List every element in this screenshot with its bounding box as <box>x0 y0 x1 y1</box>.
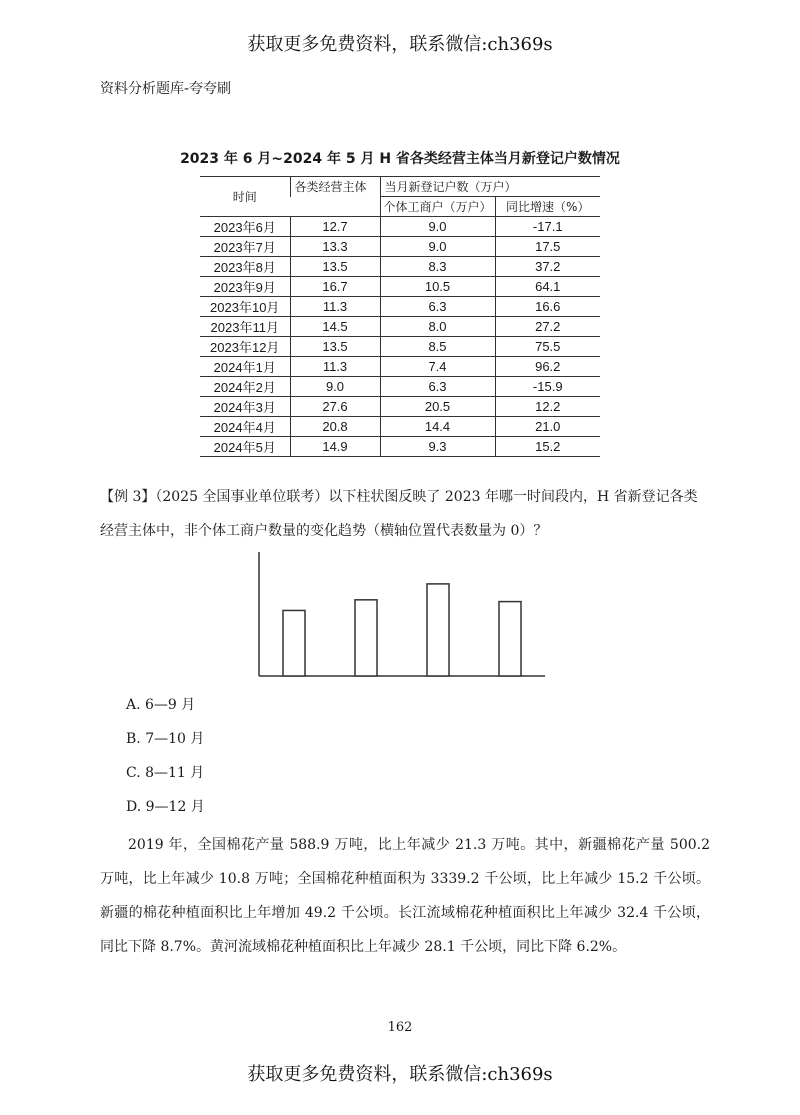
cell-time: 2024年1月 <box>200 357 290 377</box>
cell-all: 14.9 <box>290 437 380 457</box>
cell-growth: 27.2 <box>495 317 600 337</box>
cell-growth: 16.6 <box>495 297 600 317</box>
cell-time: 2023年6月 <box>200 217 290 237</box>
cell-time: 2024年2月 <box>200 377 290 397</box>
data-table <box>200 176 600 457</box>
cell-growth: 96.2 <box>495 357 600 377</box>
cell-growth: 12.2 <box>495 397 600 417</box>
cell-individual: 6.3 <box>380 297 495 317</box>
cell-all: 13.5 <box>290 257 380 277</box>
option-c[interactable]: C. 8—11 月 <box>126 765 205 781</box>
table-row <box>200 277 600 297</box>
header-all: 各类经营主体 <box>290 177 380 197</box>
cell-all: 12.7 <box>290 217 380 237</box>
table-body <box>200 217 600 457</box>
cell-time: 2023年7月 <box>200 237 290 257</box>
table-row <box>200 317 600 337</box>
cell-all: 14.5 <box>290 317 380 337</box>
cell-individual: 9.0 <box>380 237 495 257</box>
cell-growth: -15.9 <box>495 377 600 397</box>
cell-growth: 64.1 <box>495 277 600 297</box>
cell-individual: 8.5 <box>380 337 495 357</box>
option-b[interactable]: B. 7—10 月 <box>126 731 205 747</box>
cell-growth: 37.2 <box>495 257 600 277</box>
cell-all: 11.3 <box>290 357 380 377</box>
header-growth: 同比增速（%） <box>495 197 600 217</box>
cell-growth: -17.1 <box>495 217 600 237</box>
cell-time: 2023年12月 <box>200 337 290 357</box>
cell-individual: 7.4 <box>380 357 495 377</box>
cell-individual: 20.5 <box>380 397 495 417</box>
chart-bar <box>355 600 377 676</box>
table-row <box>200 417 600 437</box>
question-text: 【例 3】（2025 全国事业单位联考）以下柱状图反映了 2023 年哪一时间段内，H 省新登记各类经营主体中，非个体工商户数量的变化趋势（横轴位置代表数量为 0）？ <box>100 489 698 539</box>
cell-all: 9.0 <box>290 377 380 397</box>
cell-individual: 8.3 <box>380 257 495 277</box>
chart-bar <box>499 602 521 676</box>
header-individual: 个体工商户（万户） <box>380 197 495 217</box>
cell-individual: 10.5 <box>380 277 495 297</box>
page-number: 162 <box>387 1020 413 1035</box>
cell-time: 2023年10月 <box>200 297 290 317</box>
table-row <box>200 397 600 417</box>
cell-growth: 17.5 <box>495 237 600 257</box>
cell-all: 11.3 <box>290 297 380 317</box>
top-banner: 获取更多免费资料，联系微信:ch369s <box>247 34 553 55</box>
table-row <box>200 337 600 357</box>
table-row <box>200 357 600 377</box>
cell-individual: 6.3 <box>380 377 495 397</box>
header-group: 当月新登记户数（万户） <box>380 177 600 197</box>
cell-all: 27.6 <box>290 397 380 417</box>
cell-time: 2024年5月 <box>200 437 290 457</box>
body-paragraph: 2019 年，全国棉花产量 588.9 万吨，比上年减少 21.3 万吨。其中，新疆棉花产量 500.2 万吨，比上年减少 10.8 万吨；全国棉花种植面积为 3339.2 千公顷，比上年减少 15.2 千公顷。新疆的棉花种植面积比上年增加 49.2 千公顷。长江流域棉花种植面积比上年减少 32.4 千公顷，同比下降 8.7%。黄河流域棉花种植面积比上年减少 28.1 千公顷，同比下降 6.2%。 <box>100 837 710 955</box>
cell-all: 13.5 <box>290 337 380 357</box>
table-row <box>200 257 600 277</box>
header-time: 时间 <box>200 177 290 217</box>
bottom-banner: 获取更多免费资料，联系微信:ch369s <box>247 1064 553 1085</box>
table-row <box>200 237 600 257</box>
cell-time: 2023年8月 <box>200 257 290 277</box>
cell-time: 2024年3月 <box>200 397 290 417</box>
chart-bar <box>427 584 449 676</box>
table-row <box>200 437 600 457</box>
cell-individual: 9.3 <box>380 437 495 457</box>
bar-chart <box>250 548 550 683</box>
cell-growth: 15.2 <box>495 437 600 457</box>
table-row <box>200 297 600 317</box>
cell-individual: 8.0 <box>380 317 495 337</box>
cell-all: 13.3 <box>290 237 380 257</box>
cell-time: 2024年4月 <box>200 417 290 437</box>
cell-individual: 9.0 <box>380 217 495 237</box>
table-row <box>200 217 600 237</box>
cell-growth: 21.0 <box>495 417 600 437</box>
option-a[interactable]: A. 6—9 月 <box>126 697 196 713</box>
option-d[interactable]: D. 9—12 月 <box>126 799 205 815</box>
cell-time: 2023年11月 <box>200 317 290 337</box>
table-row <box>200 377 600 397</box>
cell-all: 16.7 <box>290 277 380 297</box>
cell-individual: 14.4 <box>380 417 495 437</box>
table-title: 2023 年 6 月~2024 年 5 月 H 省各类经营主体当月新登记户数情况 <box>180 151 620 167</box>
document-subtitle: 资料分析题库-夸夸刷 <box>100 81 232 97</box>
chart-bar <box>283 610 305 676</box>
cell-growth: 75.5 <box>495 337 600 357</box>
header-all-blank <box>290 197 380 217</box>
table-header-row <box>200 177 600 197</box>
cell-time: 2023年9月 <box>200 277 290 297</box>
cell-all: 20.8 <box>290 417 380 437</box>
